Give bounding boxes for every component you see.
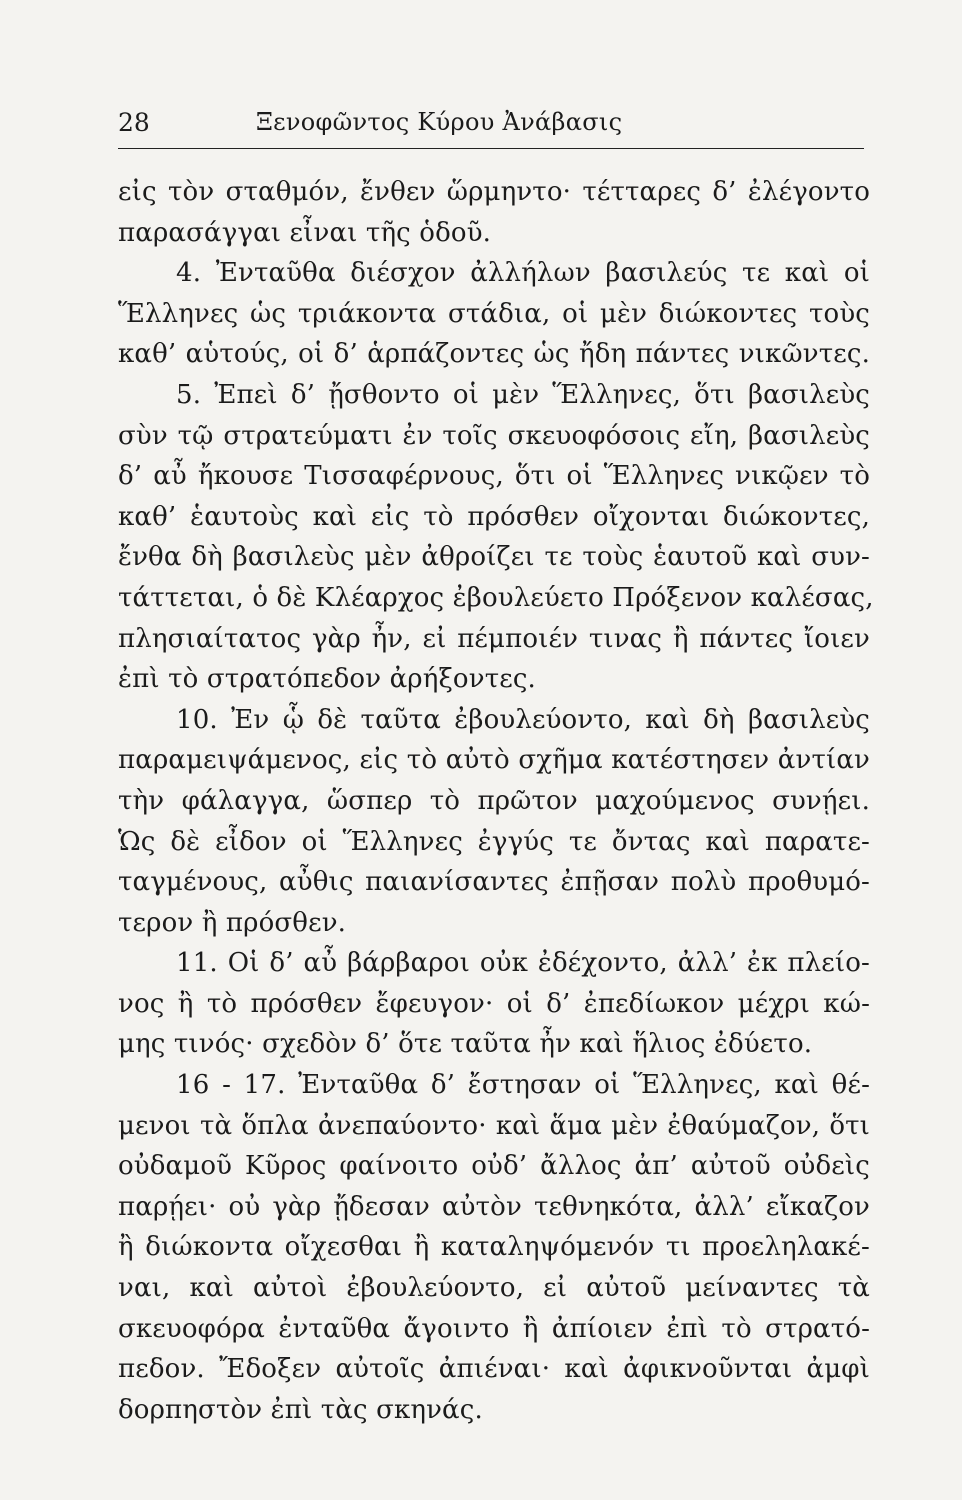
text-line: τὴν φάλαγγα, ὥσπερ τὸ πρῶτον μαχούμενος συνῄει. — [118, 785, 870, 816]
text-line: μενοι τὰ ὅπλα ἀνεπαύοντο· καὶ ἅμα μὲν ἐθαύμαζον, ὅτι — [118, 1110, 870, 1141]
text-line: παρασάγγαι εἶναι τῆς ὁδοῦ. — [118, 217, 492, 248]
text-line: 10. Ἐν ᾧ δὲ ταῦτα ἐβουλεύοντο, καὶ δὴ βασιλεὺς — [176, 704, 870, 735]
text-line: καθ’ ἑαυτοὺς καὶ εἰς τὸ πρόσθεν οἴχονται διώκοντες, — [118, 501, 870, 532]
text-line: καθ’ αὑτούς, οἱ δ’ ἁρπάζοντες ὡς ἤδη πάντες νικῶντες. — [118, 339, 870, 370]
text-line: πεδον. Ἔδοξεν αὐτοῖς ἀπιέναι· καὶ ἀφικνοῦνται ἀμφὶ — [118, 1354, 870, 1385]
text-line: νος ἢ τὸ πρόσθεν ἔφευγον· οἱ δ’ ἐπεδίωκον μέχρι κώ- — [118, 988, 870, 1019]
text-line: ταγμένους, αὖθις παιανίσαντες ἐπῇσαν πολὺ προθυμό- — [118, 867, 870, 898]
page-header — [118, 104, 864, 149]
text-line: παραμειψάμενος, εἰς τὸ αὐτὸ σχῆμα κατέστησεν ἀντίαν — [118, 745, 870, 776]
text-line: δορπηστὸν ἐπὶ τὰς σκηνάς. — [118, 1394, 483, 1425]
text-line: σκευοφόρα ἐνταῦθα ἄγοιντο ἢ ἀπίοιεν ἐπὶ τὸ στρατό- — [118, 1313, 870, 1344]
text-line: πλησιαίτατος γὰρ ἦν, εἰ πέμποιέν τινας ἢ πάντες ἴοιεν — [118, 623, 870, 654]
text-line: Ὡς δὲ εἶδον οἱ Ἕλληνες ἐγγύς τε ὄντας καὶ παρατε- — [118, 826, 870, 857]
text-line: Ἕλληνες ὡς τριάκοντα στάδια, οἱ μὲν διώκοντες τοὺς — [118, 298, 870, 329]
text-line: εἰς τὸν σταθμόν, ἔνθεν ὥρμηντο· τέτταρες δ’ ἐλέγοντο — [118, 177, 870, 207]
text-line: ἢ διώκοντα οἴχεσθαι ἢ καταληψόμενόν τι προεληλακέ- — [118, 1232, 870, 1263]
text-line: 4. Ἐνταῦθα διέσχον ἀλλήλων βασιλεύς τε καὶ οἱ — [176, 258, 870, 289]
page-number: 28 — [118, 108, 150, 137]
text-line: οὐδαμοῦ Κῦρος φαίνοιτο οὐδ’ ἄλλος ἀπ’ αὐτοῦ οὐδεὶς — [118, 1151, 870, 1182]
text-line: σὺν τῷ στρατεύματι ἐν τοῖς σκευοφόσοις εἴη, βασιλεὺς — [118, 420, 870, 451]
text-line: 11. Οἱ δ’ αὖ βάρβαροι οὐκ ἐδέχοντο, ἀλλ’ ἐκ πλείο- — [176, 948, 870, 979]
text-line: τερον ἢ πρόσθεν. — [118, 907, 347, 938]
text-line: παρῄει· οὐ γὰρ ᾔδεσαν αὐτὸν τεθνηκότα, ἀλλ’ εἴκαζον — [118, 1191, 870, 1222]
text-line: 16 - 17. Ἐνταῦθα δ’ ἔστησαν οἱ Ἕλληνες, καὶ θέ- — [176, 1070, 870, 1101]
text-line: ἔνθα δὴ βασιλεὺς μὲν ἀθροίζει τε τοὺς ἑαυτοῦ καὶ συν- — [118, 542, 870, 573]
text-line: δ’ αὖ ἤκουσε Τισσαφέρνους, ὅτι οἱ Ἕλληνες νικῷεν τὸ — [118, 461, 870, 492]
text-line: τάττεται, ὁ δὲ Κλέαρχος ἐβουλεύετο Πρόξενον καλέσας, — [118, 582, 874, 613]
running-title: Ξενοφῶντος Κύρου Ἀνάβασις — [256, 108, 623, 136]
text-line: μης τινός· σχεδὸν δ’ ὅτε ταῦτα ἦν καὶ ἥλιος ἐδύετο. — [118, 1029, 813, 1060]
body-text — [118, 172, 874, 1430]
text-line: ἐπὶ τὸ στρατόπεδον ἀρήξοντες. — [118, 664, 536, 695]
text-line: 5. Ἐπεὶ δ’ ᾔσθοντο οἱ μὲν Ἕλληνες, ὅτι βασιλεὺς — [176, 379, 870, 410]
text-line: ναι, καὶ αὐτοὶ ἐβουλεύοντο, εἰ αὐτοῦ μείναντες τὰ — [118, 1273, 870, 1304]
